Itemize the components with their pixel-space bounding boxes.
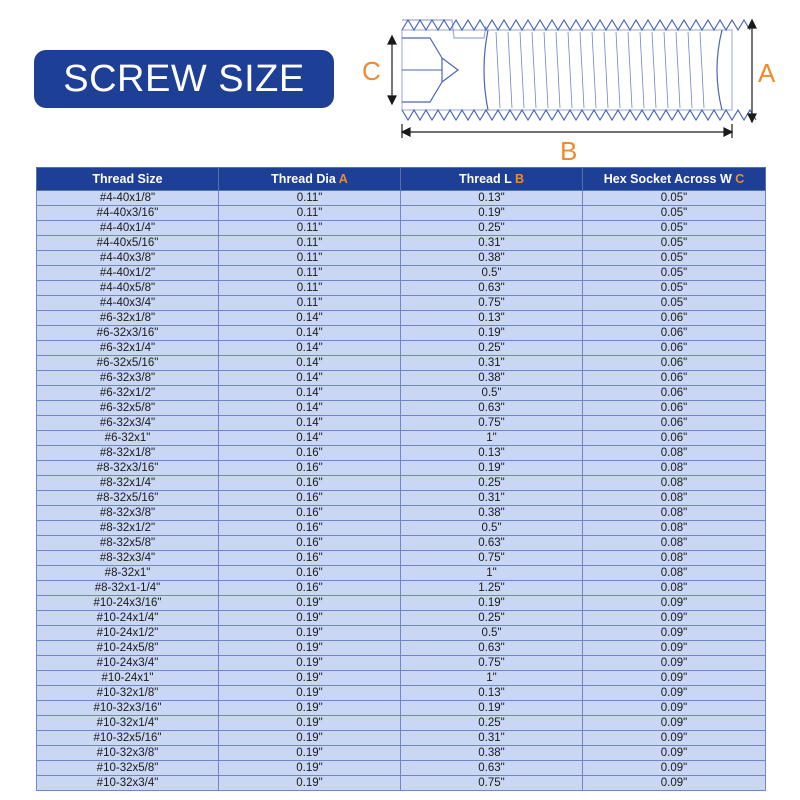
- cell-thread-dia: 0.14": [219, 341, 401, 356]
- cell-thread-dia: 0.16": [219, 461, 401, 476]
- table-body: [37, 191, 766, 791]
- table-row: [37, 611, 766, 626]
- cell-hex-socket: 0.09": [583, 746, 766, 761]
- table-row: [37, 776, 766, 791]
- cell-hex-socket: 0.06": [583, 356, 766, 371]
- cell-hex-socket: 0.08": [583, 461, 766, 476]
- cell-hex-socket: 0.08": [583, 551, 766, 566]
- table-row: [37, 521, 766, 536]
- cell-hex-socket: 0.08": [583, 476, 766, 491]
- cell-thread-size: #6-32x5/8": [37, 401, 219, 416]
- cell-thread-size: #8-32x5/16": [37, 491, 219, 506]
- cell-thread-size: #10-24x1/4": [37, 611, 219, 626]
- cell-thread-dia: 0.11": [219, 251, 401, 266]
- table-row: [37, 626, 766, 641]
- cell-thread-dia: 0.19": [219, 761, 401, 776]
- cell-hex-socket: 0.08": [583, 446, 766, 461]
- table-row: [37, 551, 766, 566]
- cell-hex-socket: 0.06": [583, 371, 766, 386]
- cell-thread-size: #6-32x3/16": [37, 326, 219, 341]
- cell-thread-size: #8-32x1/4": [37, 476, 219, 491]
- cell-hex-socket: 0.05": [583, 266, 766, 281]
- cell-thread-length: 1.25": [401, 581, 583, 596]
- header-thread-dia: Thread Dia A: [219, 168, 401, 191]
- cell-thread-size: #10-32x3/16": [37, 701, 219, 716]
- table-row: [37, 326, 766, 341]
- dimension-c-label: C: [362, 56, 381, 86]
- cell-thread-size: #10-24x5/8": [37, 641, 219, 656]
- cell-thread-size: #8-32x3/8": [37, 506, 219, 521]
- header-thread-length: Thread L B: [401, 168, 583, 191]
- cell-thread-length: 1": [401, 566, 583, 581]
- table-row: [37, 356, 766, 371]
- table-row: [37, 251, 766, 266]
- cell-thread-dia: 0.11": [219, 296, 401, 311]
- cell-thread-size: #6-32x3/4": [37, 416, 219, 431]
- table-row: [37, 476, 766, 491]
- cell-thread-dia: 0.19": [219, 731, 401, 746]
- table-row: [37, 206, 766, 221]
- cell-thread-length: 0.25": [401, 611, 583, 626]
- screw-size-table-wrapper: [36, 167, 765, 791]
- cell-thread-dia: 0.16": [219, 536, 401, 551]
- cell-thread-dia: 0.14": [219, 386, 401, 401]
- cell-thread-size: #4-40x3/8": [37, 251, 219, 266]
- cell-thread-size: #6-32x1/2": [37, 386, 219, 401]
- cell-thread-dia: 0.19": [219, 686, 401, 701]
- cell-thread-dia: 0.19": [219, 776, 401, 791]
- cell-thread-length: 0.75": [401, 551, 583, 566]
- cell-thread-dia: 0.11": [219, 221, 401, 236]
- cell-thread-size: #4-40x1/8": [37, 191, 219, 206]
- cell-hex-socket: 0.08": [583, 566, 766, 581]
- cell-thread-dia: 0.14": [219, 431, 401, 446]
- table-row: [37, 671, 766, 686]
- cell-thread-dia: 0.14": [219, 416, 401, 431]
- cell-hex-socket: 0.06": [583, 431, 766, 446]
- cell-thread-size: #10-32x1/8": [37, 686, 219, 701]
- cell-thread-dia: 0.16": [219, 491, 401, 506]
- cell-thread-dia: 0.11": [219, 281, 401, 296]
- cell-thread-dia: 0.19": [219, 656, 401, 671]
- dimension-c-arrow: [388, 36, 396, 104]
- thread-bottom: [402, 110, 756, 120]
- table-row: [37, 731, 766, 746]
- cell-thread-length: 0.63": [401, 536, 583, 551]
- cell-hex-socket: 0.09": [583, 641, 766, 656]
- cell-thread-size: #8-32x1/2": [37, 521, 219, 536]
- table-row: [37, 401, 766, 416]
- cell-thread-dia: 0.14": [219, 401, 401, 416]
- screw-size-table: [36, 167, 766, 791]
- cell-thread-size: #10-32x5/16": [37, 731, 219, 746]
- cell-thread-dia: 0.16": [219, 476, 401, 491]
- cell-thread-length: 0.5": [401, 521, 583, 536]
- cell-hex-socket: 0.09": [583, 656, 766, 671]
- table-row: [37, 506, 766, 521]
- cell-hex-socket: 0.08": [583, 521, 766, 536]
- cell-thread-size: #6-32x1/8": [37, 311, 219, 326]
- cell-hex-socket: 0.05": [583, 281, 766, 296]
- table-row: [37, 596, 766, 611]
- cell-thread-dia: 0.14": [219, 326, 401, 341]
- dimension-a-arrow: [748, 20, 756, 122]
- cell-thread-length: 0.38": [401, 251, 583, 266]
- table-row: [37, 536, 766, 551]
- cell-thread-length: 0.63": [401, 641, 583, 656]
- cell-hex-socket: 0.09": [583, 731, 766, 746]
- table-row: [37, 431, 766, 446]
- table-row: [37, 641, 766, 656]
- table-row: [37, 686, 766, 701]
- table-row: [37, 656, 766, 671]
- table-row: [37, 461, 766, 476]
- cell-hex-socket: 0.09": [583, 686, 766, 701]
- cell-thread-size: #6-32x3/8": [37, 371, 219, 386]
- cell-thread-length: 0.31": [401, 491, 583, 506]
- cell-thread-dia: 0.19": [219, 701, 401, 716]
- cell-hex-socket: 0.09": [583, 776, 766, 791]
- cell-thread-dia: 0.16": [219, 566, 401, 581]
- cell-thread-dia: 0.16": [219, 521, 401, 536]
- table-row: [37, 236, 766, 251]
- cell-hex-socket: 0.08": [583, 506, 766, 521]
- cell-thread-length: 0.13": [401, 446, 583, 461]
- cell-hex-socket: 0.09": [583, 761, 766, 776]
- table-row: [37, 761, 766, 776]
- cell-thread-dia: 0.11": [219, 236, 401, 251]
- cell-thread-size: #6-32x1": [37, 431, 219, 446]
- cell-thread-size: #6-32x5/16": [37, 356, 219, 371]
- cell-hex-socket: 0.06": [583, 416, 766, 431]
- cell-thread-length: 0.31": [401, 731, 583, 746]
- cell-thread-size: #10-32x3/4": [37, 776, 219, 791]
- cell-thread-size: #8-32x5/8": [37, 536, 219, 551]
- cell-hex-socket: 0.05": [583, 221, 766, 236]
- cell-thread-length: 0.25": [401, 341, 583, 356]
- table-row: [37, 491, 766, 506]
- cell-thread-dia: 0.16": [219, 446, 401, 461]
- cell-thread-length: 0.31": [401, 356, 583, 371]
- table-row: [37, 191, 766, 206]
- cell-thread-length: 0.5": [401, 266, 583, 281]
- table-row: [37, 416, 766, 431]
- cell-thread-size: #10-32x1/4": [37, 716, 219, 731]
- cell-thread-size: #4-40x5/16": [37, 236, 219, 251]
- cell-thread-size: #10-24x3/4": [37, 656, 219, 671]
- cell-thread-dia: 0.14": [219, 311, 401, 326]
- cell-thread-dia: 0.19": [219, 746, 401, 761]
- cell-thread-dia: 0.19": [219, 626, 401, 641]
- cell-thread-length: 0.75": [401, 296, 583, 311]
- cell-thread-size: #6-32x1/4": [37, 341, 219, 356]
- cell-thread-length: 0.19": [401, 701, 583, 716]
- cell-hex-socket: 0.05": [583, 296, 766, 311]
- dimension-a-label: A: [758, 58, 776, 88]
- cell-thread-size: #8-32x1/8": [37, 446, 219, 461]
- table-row: [37, 281, 766, 296]
- cell-thread-dia: 0.19": [219, 716, 401, 731]
- cell-hex-socket: 0.08": [583, 581, 766, 596]
- cell-thread-dia: 0.11": [219, 266, 401, 281]
- table-header-row: [37, 168, 766, 191]
- cell-thread-size: #10-32x5/8": [37, 761, 219, 776]
- cell-thread-size: #4-40x5/8": [37, 281, 219, 296]
- cell-thread-length: 0.25": [401, 716, 583, 731]
- cell-thread-length: 1": [401, 431, 583, 446]
- cell-thread-size: #8-32x1": [37, 566, 219, 581]
- cell-thread-length: 0.75": [401, 416, 583, 431]
- cell-thread-length: 0.25": [401, 476, 583, 491]
- header-thread-size: Thread Size: [37, 168, 219, 191]
- cell-hex-socket: 0.09": [583, 611, 766, 626]
- cell-thread-length: 0.63": [401, 761, 583, 776]
- cell-hex-socket: 0.05": [583, 206, 766, 221]
- cell-hex-socket: 0.06": [583, 401, 766, 416]
- page-title: SCREW SIZE: [63, 57, 305, 100]
- cell-thread-length: 0.38": [401, 506, 583, 521]
- cell-thread-length: 0.63": [401, 281, 583, 296]
- cell-thread-size: #8-32x1-1/4": [37, 581, 219, 596]
- cell-hex-socket: 0.09": [583, 701, 766, 716]
- table-row: [37, 566, 766, 581]
- cell-thread-dia: 0.14": [219, 371, 401, 386]
- cell-thread-dia: 0.19": [219, 596, 401, 611]
- table-row: [37, 581, 766, 596]
- cell-hex-socket: 0.05": [583, 191, 766, 206]
- table-row: [37, 701, 766, 716]
- table-row: [37, 341, 766, 356]
- cell-thread-size: #8-32x3/16": [37, 461, 219, 476]
- cell-thread-length: 0.13": [401, 191, 583, 206]
- cell-hex-socket: 0.06": [583, 386, 766, 401]
- cell-thread-size: #10-24x3/16": [37, 596, 219, 611]
- table-row: [37, 371, 766, 386]
- cell-thread-dia: 0.19": [219, 671, 401, 686]
- table-row: [37, 311, 766, 326]
- cell-thread-dia: 0.14": [219, 356, 401, 371]
- thread-top: [402, 20, 750, 30]
- cell-thread-length: 0.5": [401, 386, 583, 401]
- cell-thread-dia: 0.19": [219, 611, 401, 626]
- cell-thread-size: #10-32x3/8": [37, 746, 219, 761]
- cell-hex-socket: 0.06": [583, 311, 766, 326]
- header-hex-socket: Hex Socket Across W C: [583, 168, 766, 191]
- cell-hex-socket: 0.06": [583, 341, 766, 356]
- cell-hex-socket: 0.09": [583, 596, 766, 611]
- cell-hex-socket: 0.08": [583, 536, 766, 551]
- cell-thread-length: 0.75": [401, 656, 583, 671]
- cell-hex-socket: 0.08": [583, 491, 766, 506]
- cell-thread-length: 0.5": [401, 626, 583, 641]
- table-row: [37, 716, 766, 731]
- cell-hex-socket: 0.06": [583, 326, 766, 341]
- cell-thread-length: 0.19": [401, 461, 583, 476]
- page-title-badge: [34, 50, 334, 108]
- cell-thread-length: 0.38": [401, 371, 583, 386]
- cell-thread-length: 0.25": [401, 221, 583, 236]
- table-row: [37, 746, 766, 761]
- cell-hex-socket: 0.05": [583, 236, 766, 251]
- cell-thread-length: 0.31": [401, 236, 583, 251]
- cell-thread-length: 0.63": [401, 401, 583, 416]
- cell-hex-socket: 0.09": [583, 716, 766, 731]
- dimension-b-label: B: [560, 136, 578, 166]
- cell-thread-dia: 0.11": [219, 206, 401, 221]
- cell-thread-length: 0.19": [401, 596, 583, 611]
- table-row: [37, 266, 766, 281]
- cell-thread-length: 0.19": [401, 326, 583, 341]
- screw-diagram: [350, 8, 790, 168]
- cell-thread-length: 0.75": [401, 776, 583, 791]
- cell-thread-length: 1": [401, 671, 583, 686]
- cell-thread-dia: 0.11": [219, 191, 401, 206]
- cell-thread-dia: 0.16": [219, 506, 401, 521]
- cell-thread-size: #4-40x1/2": [37, 266, 219, 281]
- cell-thread-size: #4-40x1/4": [37, 221, 219, 236]
- cell-hex-socket: 0.05": [583, 251, 766, 266]
- cell-thread-dia: 0.16": [219, 551, 401, 566]
- cell-hex-socket: 0.09": [583, 626, 766, 641]
- cell-thread-length: 0.13": [401, 311, 583, 326]
- cell-thread-size: #10-24x1": [37, 671, 219, 686]
- cell-thread-dia: 0.16": [219, 581, 401, 596]
- table-row: [37, 296, 766, 311]
- cell-thread-dia: 0.19": [219, 641, 401, 656]
- cell-hex-socket: 0.09": [583, 671, 766, 686]
- cell-thread-size: #4-40x3/16": [37, 206, 219, 221]
- cell-thread-size: #8-32x3/4": [37, 551, 219, 566]
- cell-thread-size: #10-24x1/2": [37, 626, 219, 641]
- table-row: [37, 221, 766, 236]
- table-row: [37, 386, 766, 401]
- cell-thread-size: #4-40x3/4": [37, 296, 219, 311]
- cell-thread-length: 0.13": [401, 686, 583, 701]
- cell-thread-length: 0.19": [401, 206, 583, 221]
- cell-thread-length: 0.38": [401, 746, 583, 761]
- table-row: [37, 446, 766, 461]
